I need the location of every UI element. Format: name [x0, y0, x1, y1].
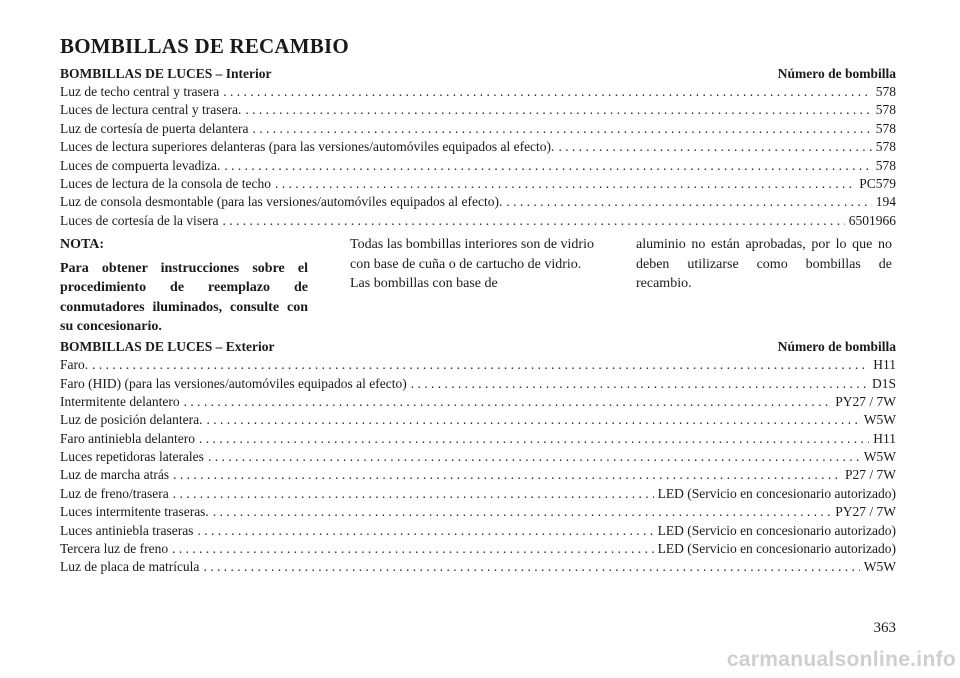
bulb-label: Luces de lectura central y trasera.: [60, 102, 242, 118]
bulb-number: 578: [875, 139, 896, 155]
bulb-row: [60, 411, 896, 429]
watermark-logo: carmanualsonline.info: [726, 648, 956, 671]
bulb-info-text-1: Todas las bombillas interiores son de vidrio con base de cuña o de cartucho de vidrio. Las bombillas con base de: [350, 237, 594, 292]
bulb-label: Luces antiniebla traseras: [60, 522, 194, 538]
bulb-row: [60, 430, 896, 448]
bulb-row: [60, 503, 896, 521]
leader-dots: [253, 120, 872, 138]
leader-dots: [224, 157, 871, 175]
bulb-info-text-2: aluminio no están aprobadas, por lo que no deben utilizarse como bombillas de recambio.: [636, 237, 892, 292]
page-title: BOMBILLAS DE RECAMBIO: [60, 34, 349, 58]
bulb-row: [60, 522, 896, 540]
bulb-row: [60, 120, 896, 138]
leader-dots: [206, 411, 859, 429]
bulb-label: Luces de lectura superiores delanteras (para las versiones/automóviles equipados al efecto).: [60, 139, 555, 155]
bulb-row: [60, 375, 896, 393]
exterior-bulb-list: [60, 356, 896, 577]
bulb-row: [60, 157, 896, 175]
leader-dots: [173, 485, 654, 503]
exterior-column-label: Número de bombilla: [777, 339, 896, 355]
bulb-row: [60, 101, 896, 119]
bulb-number: H11: [873, 357, 896, 373]
interior-bulb-list: [60, 83, 896, 230]
note-title: NOTA:: [60, 237, 105, 253]
bulb-number: W5W: [863, 559, 896, 575]
exterior-section-header: [60, 338, 896, 356]
leader-dots: [199, 430, 869, 448]
bulb-number: H11: [873, 430, 896, 446]
bulb-number: 578: [875, 120, 896, 136]
bulb-label: Luz de cortesía de puerta delantera: [60, 120, 249, 136]
bulb-label: Faro.: [60, 357, 89, 373]
page-number: 363: [873, 620, 896, 636]
bulb-number: P27 / 7W: [844, 467, 896, 483]
bulb-number: 578: [875, 102, 896, 118]
leader-dots: [208, 448, 860, 466]
bulb-label: Luz de placa de matrícula: [60, 559, 200, 575]
bulb-number: LED (Servicio en concesionario autorizado): [657, 541, 896, 557]
bulb-label: Faro antiniebla delantero: [60, 430, 195, 446]
bulb-row: [60, 393, 896, 411]
bulb-row: [60, 175, 896, 193]
bulb-number: PY27 / 7W: [835, 504, 896, 520]
note-body: Para obtener instrucciones sobre el procedimiento de reemplazo de conmutadores iluminados, consulte con su concesionario.: [60, 260, 308, 335]
leader-dots: [558, 138, 871, 156]
bulb-label: Tercera luz de freno: [60, 541, 169, 557]
leader-dots: [223, 212, 845, 230]
bulb-label: Luz de techo central y trasera: [60, 84, 220, 99]
interior-column-label: Número de bombilla: [777, 66, 896, 81]
leader-dots: [223, 83, 871, 101]
bulb-label: Luces de lectura de la consola de techo: [60, 175, 272, 191]
leader-dots: [173, 466, 841, 484]
bulb-row: [60, 466, 896, 484]
bulb-number: 6501966: [848, 212, 896, 228]
leader-dots: [197, 522, 653, 540]
bulb-row: [60, 138, 896, 156]
bulb-label: Intermitente delantero: [60, 393, 180, 409]
bulb-number: W5W: [863, 412, 896, 428]
interior-section-header: [60, 65, 896, 83]
leader-dots: [411, 375, 868, 393]
bulb-label: Luces repetidoras laterales: [60, 449, 204, 465]
bulb-number: W5W: [863, 449, 896, 465]
interior-heading: BOMBILLAS DE LUCES – Interior: [60, 66, 272, 81]
bulb-number: LED (Servicio en concesionario autorizado): [657, 522, 896, 538]
bulb-number: 578: [875, 157, 896, 173]
bulb-label: Luces de compuerta levadiza.: [60, 157, 221, 173]
bulb-number: PY27 / 7W: [835, 393, 896, 409]
bulb-number: 194: [875, 194, 896, 210]
leader-dots: [275, 175, 855, 193]
bulb-label: Luces intermitente traseras.: [60, 504, 209, 520]
exterior-heading: BOMBILLAS DE LUCES – Exterior: [60, 339, 275, 355]
bulb-label: Luz de posición delantera.: [60, 412, 203, 428]
bulb-number: LED (Servicio en concesionario autorizado): [657, 485, 896, 501]
bulb-row: [60, 356, 896, 374]
leader-dots: [184, 393, 832, 411]
bulb-row: [60, 83, 896, 101]
bulb-number: D1S: [871, 375, 896, 391]
bulb-row: [60, 485, 896, 503]
bulb-row: [60, 558, 896, 576]
bulb-label: Luz de marcha atrás: [60, 467, 170, 483]
leader-dots: [203, 558, 859, 576]
bulb-row: [60, 212, 896, 230]
leader-dots: [506, 193, 871, 211]
note-column: [60, 235, 308, 335]
leader-dots: [245, 101, 871, 119]
bulb-number: 578: [875, 84, 896, 99]
bulb-number: PC579: [859, 175, 896, 191]
bulb-label: Luces de cortesía de la visera: [60, 212, 219, 228]
note-block: [60, 235, 896, 335]
bulb-label: Luz de consola desmontable (para las versiones/automóviles equipados al efecto).: [60, 194, 503, 210]
bulb-row: [60, 448, 896, 466]
bulb-row: [60, 540, 896, 558]
leader-dots: [92, 356, 869, 374]
leader-dots: [172, 540, 653, 558]
manual-page: [60, 34, 896, 577]
bulb-label: Luz de freno/trasera: [60, 485, 169, 501]
bulb-label: Faro (HID) (para las versiones/automóviles equipados al efecto): [60, 375, 407, 391]
leader-dots: [213, 503, 831, 521]
bulb-row: [60, 193, 896, 211]
